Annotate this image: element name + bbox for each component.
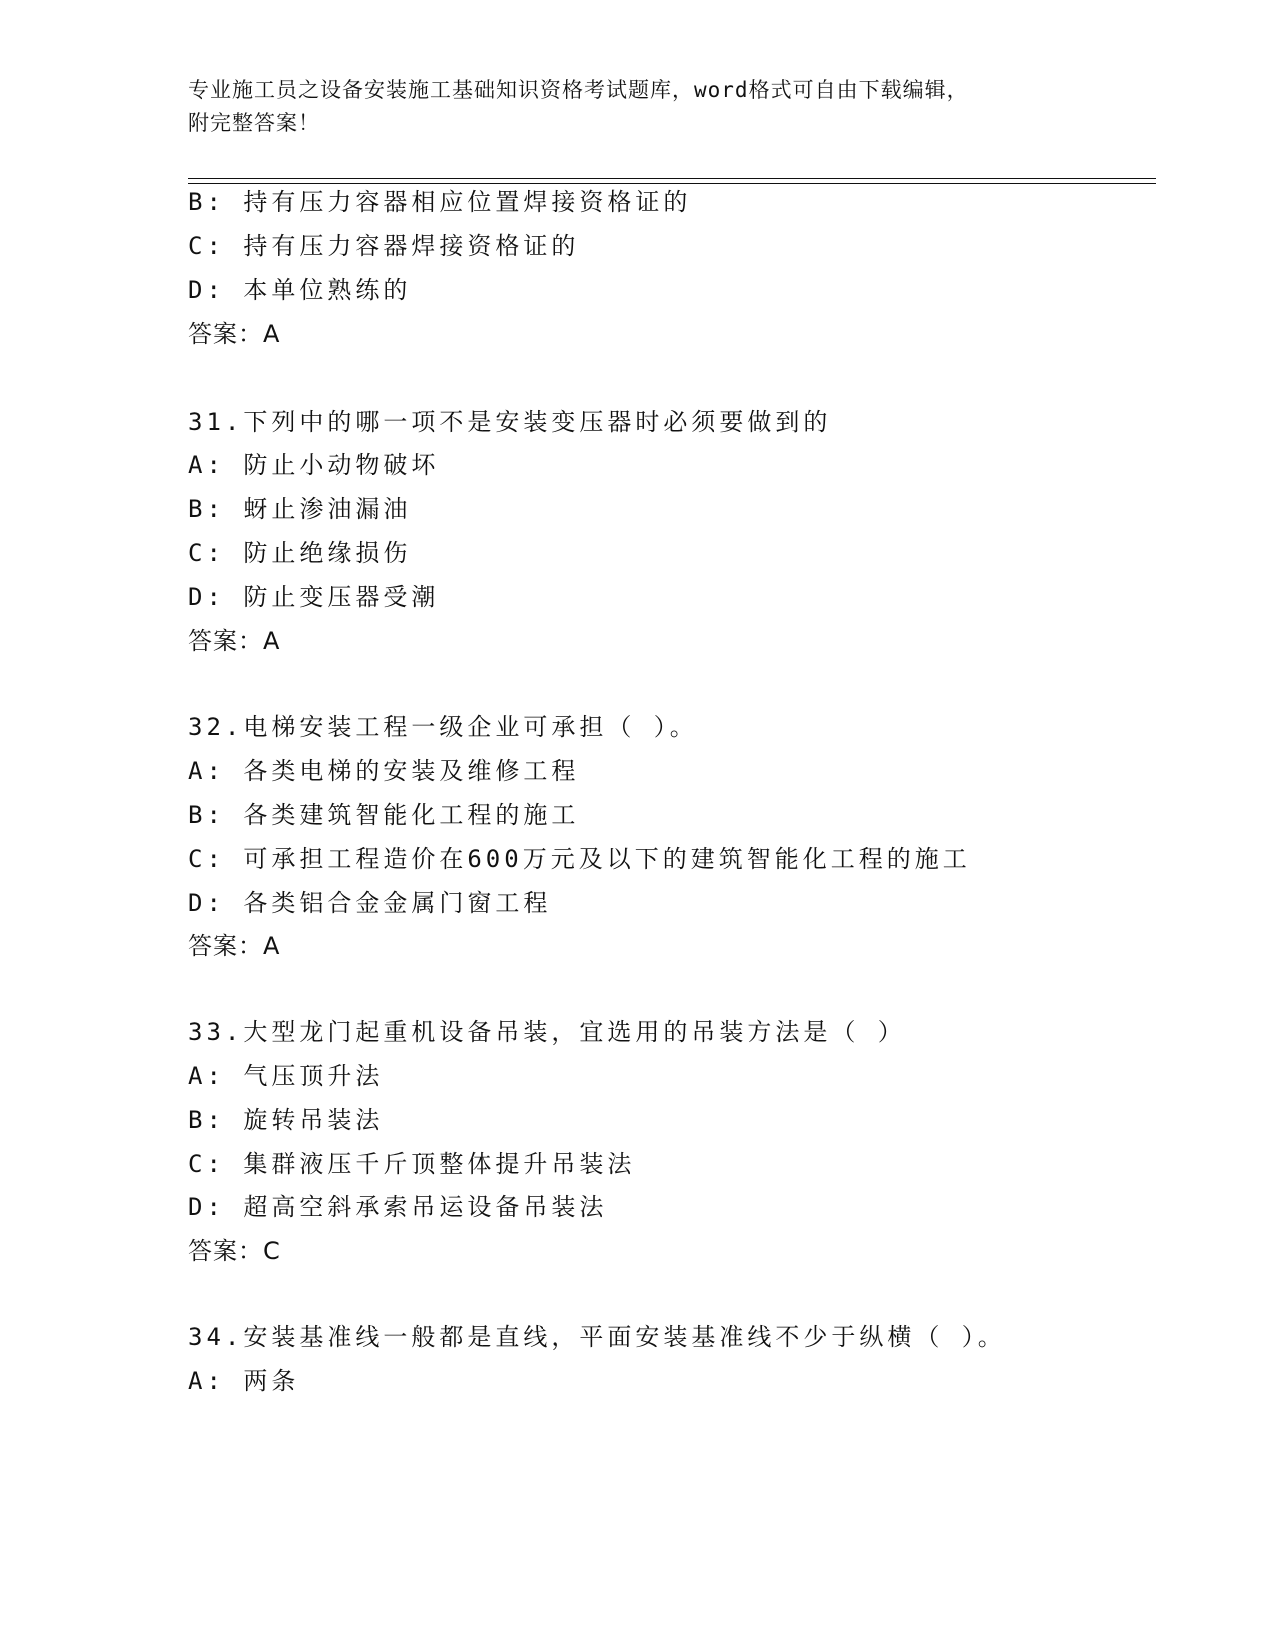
q31-option-d: D: 防止变压器受潮: [188, 583, 440, 611]
document-header: [188, 74, 1068, 140]
q31-option-c: C: 防止绝缘损伤: [188, 539, 412, 567]
q32-option-d: D: 各类铝合金金属门窗工程: [188, 889, 552, 917]
q33-option-d: D: 超高空斜承索吊运设备吊装法: [188, 1193, 608, 1221]
q33-option-c: C: 集群液压千斤顶整体提升吊装法: [188, 1150, 636, 1178]
q31-answer: 答案：A: [188, 627, 281, 655]
q34-option-a: A: 两条: [188, 1367, 300, 1395]
header-divider-bottom: [188, 183, 1156, 184]
q32-option-a: A: 各类电梯的安装及维修工程: [188, 757, 580, 785]
q32-option-b: B: 各类建筑智能化工程的施工: [188, 801, 580, 829]
header-line-2: 附完整答案！: [188, 111, 320, 135]
header-divider-top: [188, 178, 1156, 179]
header-line-1: 专业施工员之设备安装施工基础知识资格考试题库，word格式可自由下载编辑，: [188, 78, 969, 102]
q30-option-d: D: 本单位熟练的: [188, 276, 412, 304]
q33-option-b: B: 旋转吊装法: [188, 1106, 384, 1134]
q33-option-a: A: 气压顶升法: [188, 1062, 384, 1090]
q31-option-b: B: 蚜止渗油漏油: [188, 495, 412, 523]
q32-option-c: C: 可承担工程造价在600万元及以下的建筑智能化工程的施工: [188, 845, 971, 873]
q33-answer: 答案：C: [188, 1237, 281, 1265]
q32-question: 32.电梯安装工程一级企业可承担（ ）。: [188, 713, 698, 741]
q30-option-c: C: 持有压力容器焊接资格证的: [188, 232, 580, 260]
q32-answer: 答案：A: [188, 932, 281, 960]
q34-question: 34.安装基准线一般都是直线，平面安装基准线不少于纵横（ ）。: [188, 1323, 1006, 1351]
q30-option-b: B: 持有压力容器相应位置焊接资格证的: [188, 188, 692, 216]
q31-option-a: A: 防止小动物破坏: [188, 451, 440, 479]
q33-question: 33.大型龙门起重机设备吊装，宜选用的吊装方法是（ ）: [188, 1018, 906, 1046]
q31-question: 31.下列中的哪一项不是安装变压器时必须要做到的: [188, 408, 832, 436]
q30-answer: 答案：A: [188, 320, 281, 348]
